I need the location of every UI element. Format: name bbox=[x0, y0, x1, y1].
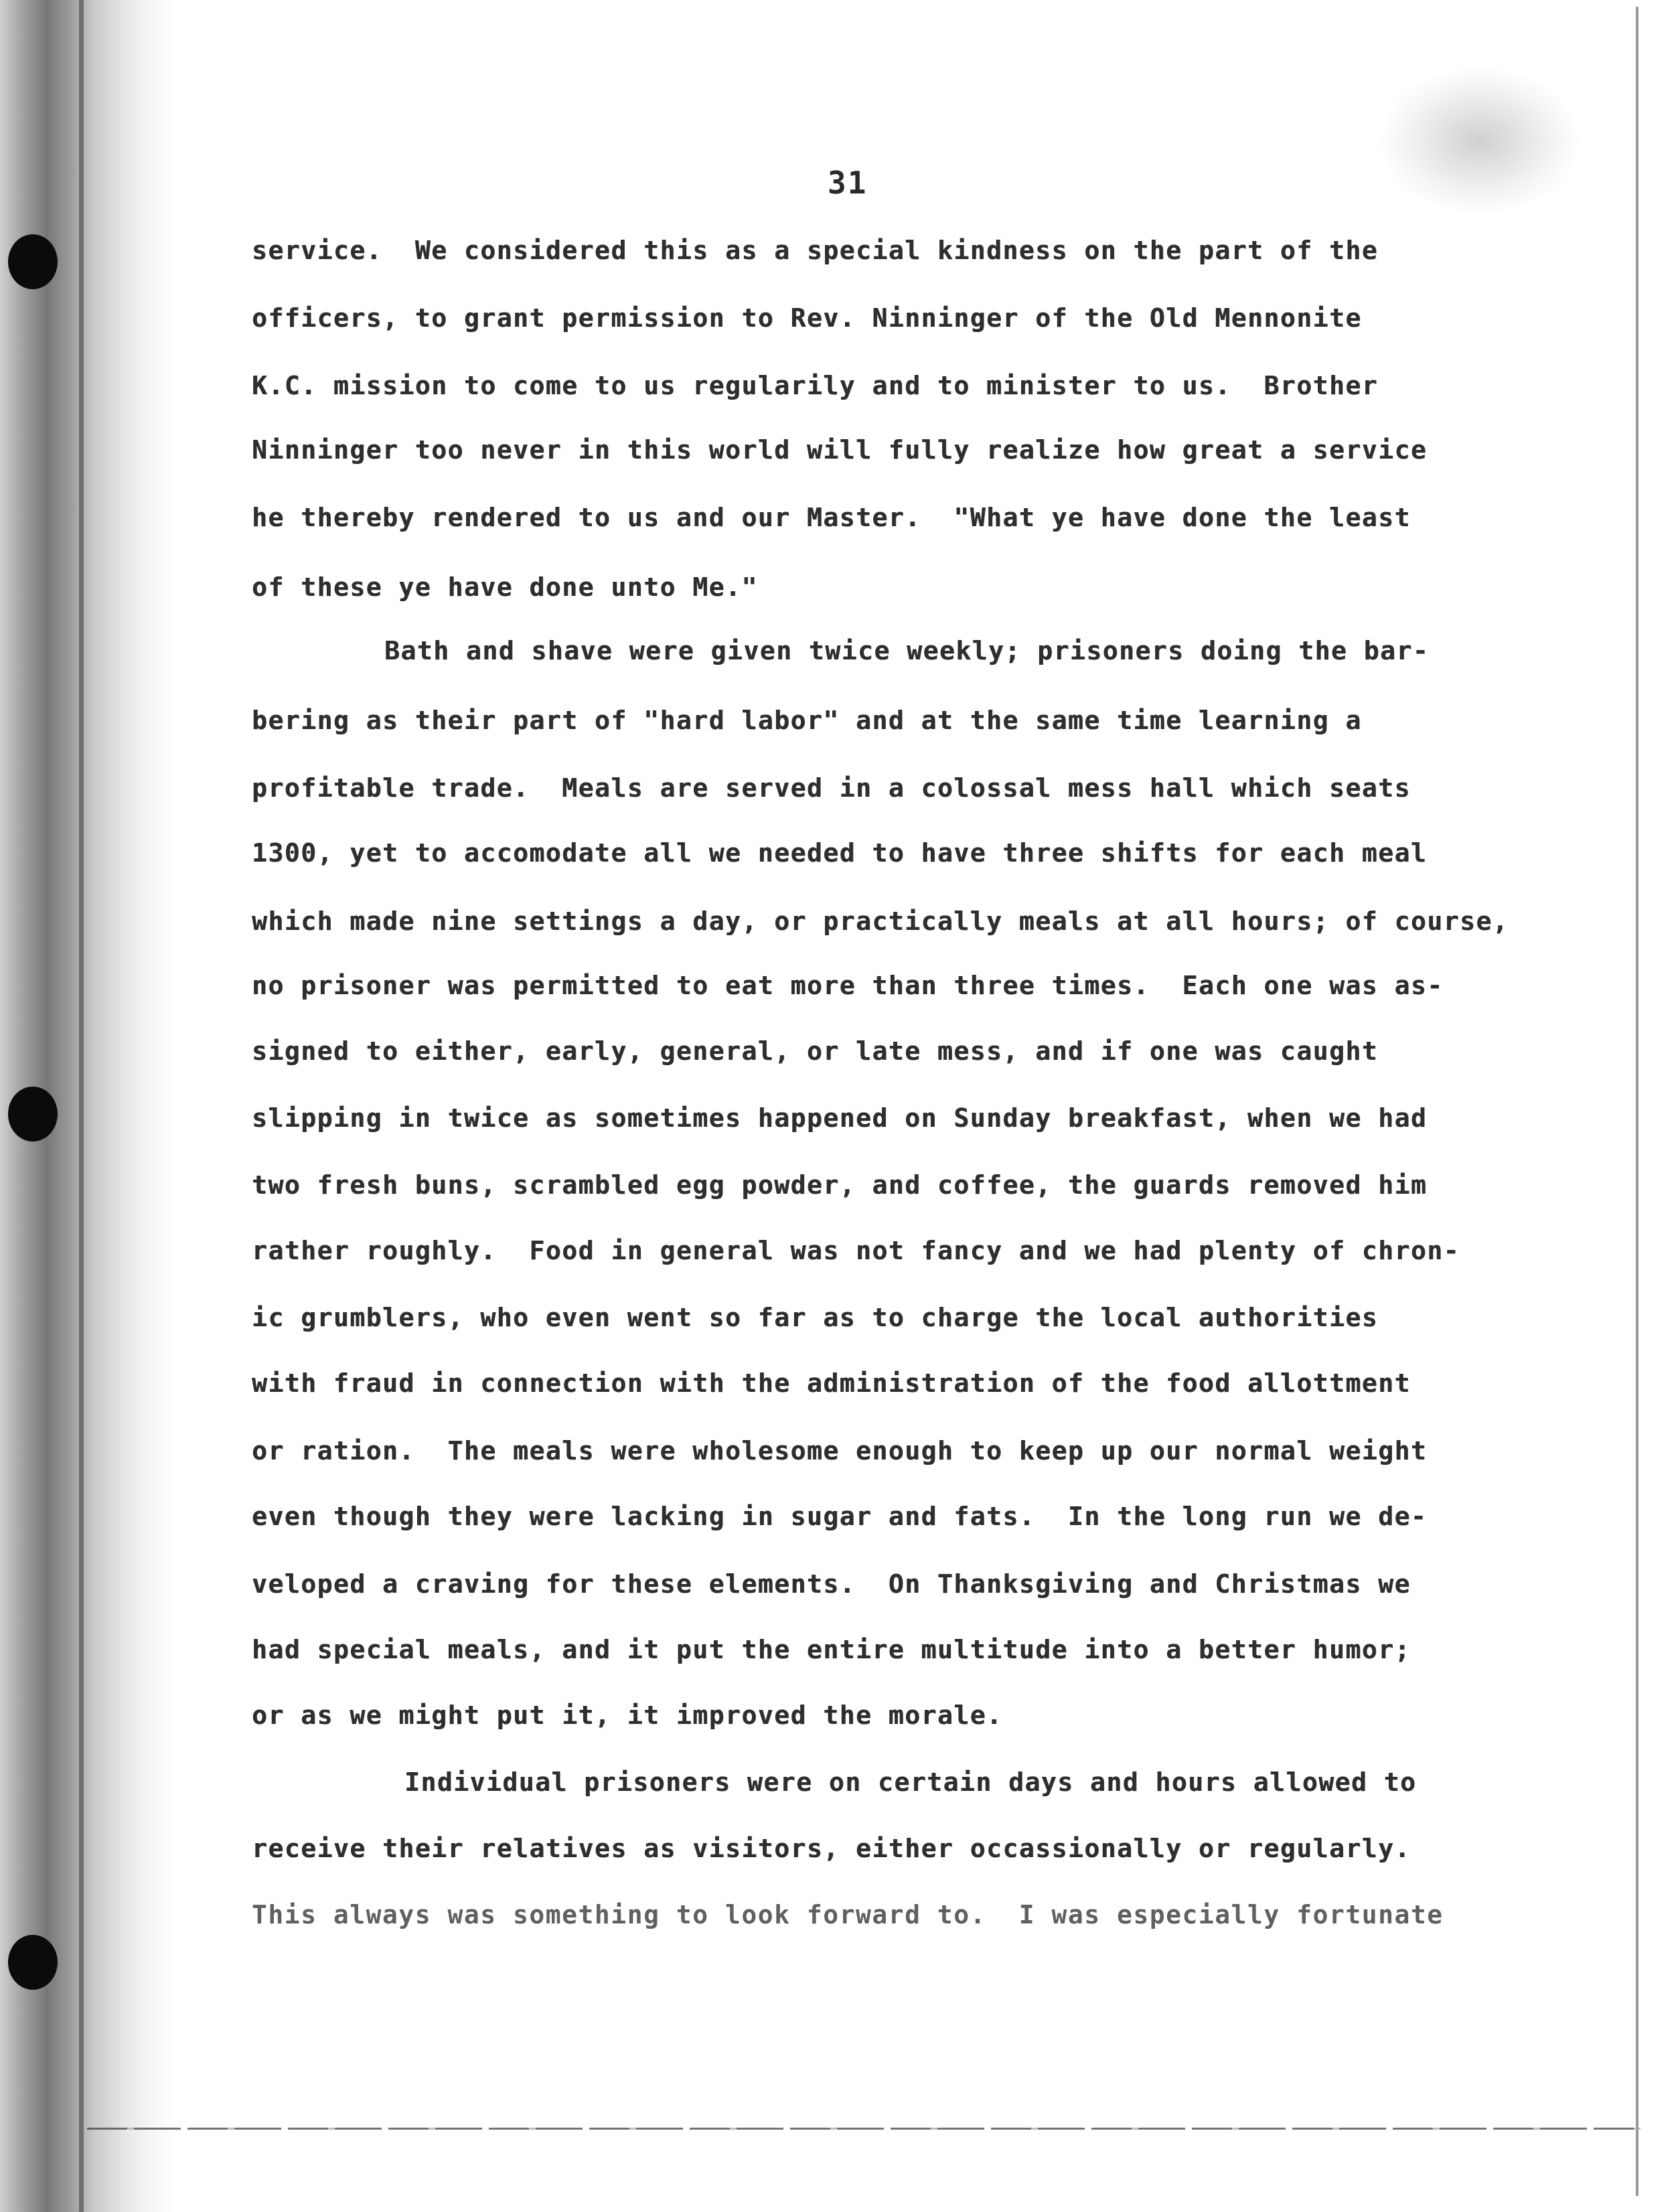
text-line: receive their relatives as visitors, either occassionally or regularly. bbox=[252, 1834, 1411, 1863]
text-line: no prisoner was permitted to eat more than three times. Each one was as- bbox=[252, 971, 1444, 1000]
text-line: K.C. mission to come to us regularily and to minister to us. Brother bbox=[252, 371, 1379, 400]
text-line: This always was something to look forward to. I was especially fortunate bbox=[252, 1900, 1444, 1929]
text-line: signed to either, early, general, or late mess, and if one was caught bbox=[252, 1036, 1379, 1066]
text-line: rather roughly. Food in general was not fancy and we had plenty of chron- bbox=[252, 1236, 1460, 1265]
toner-smudge bbox=[1379, 67, 1580, 214]
text-line: even though they were lacking in sugar and fats. In the long run we de- bbox=[252, 1502, 1428, 1531]
text-line: or ration. The meals were wholesome enough to keep up our normal weight bbox=[252, 1436, 1428, 1466]
text-line: slipping in twice as sometimes happened on Sunday breakfast, when we had bbox=[252, 1103, 1428, 1133]
text-line: two fresh buns, scrambled egg powder, and coffee, the guards removed him bbox=[252, 1170, 1428, 1200]
text-line: he thereby rendered to us and our Master. "What ye have done the least bbox=[252, 503, 1411, 532]
right-page-edge bbox=[1636, 7, 1638, 2196]
page-number: 31 bbox=[828, 165, 868, 201]
text-line: profitable trade. Meals are served in a colossal mess hall which seats bbox=[252, 773, 1411, 803]
text-line: or as we might put it, it improved the morale. bbox=[252, 1701, 1003, 1730]
text-line: bering as their part of "hard labor" and at the same time learning a bbox=[252, 706, 1362, 735]
text-line: of these ye have done unto Me." bbox=[252, 572, 758, 602]
text-line: ic grumblers, who even went so far as to charge the local authorities bbox=[252, 1303, 1379, 1332]
text-line: with fraud in connection with the administration of the food allottment bbox=[252, 1368, 1411, 1398]
text-line: Individual prisoners were on certain days and hours allowed to bbox=[404, 1767, 1417, 1797]
text-line: Bath and shave were given twice weekly; prisoners doing the bar- bbox=[384, 636, 1430, 665]
punch-hole-top bbox=[8, 234, 58, 289]
text-line: 1300, yet to accomodate all we needed to have three shifts for each meal bbox=[252, 838, 1428, 868]
punch-hole-bottom bbox=[8, 1935, 58, 1990]
text-line: service. We considered this as a special kindness on the part of the bbox=[252, 236, 1379, 265]
text-line: veloped a craving for these elements. On Thanksgiving and Christmas we bbox=[252, 1569, 1411, 1599]
text-line: officers, to grant permission to Rev. Ninninger of the Old Mennonite bbox=[252, 303, 1362, 333]
bottom-edge-rule bbox=[87, 2128, 1640, 2130]
text-line: Ninninger too never in this world will fully realize how great a service bbox=[252, 435, 1428, 465]
text-line: had special meals, and it put the entire multitude into a better humor; bbox=[252, 1635, 1411, 1664]
punch-hole-middle bbox=[8, 1087, 58, 1141]
text-line: which made nine settings a day, or practically meals at all hours; of course, bbox=[252, 906, 1509, 936]
